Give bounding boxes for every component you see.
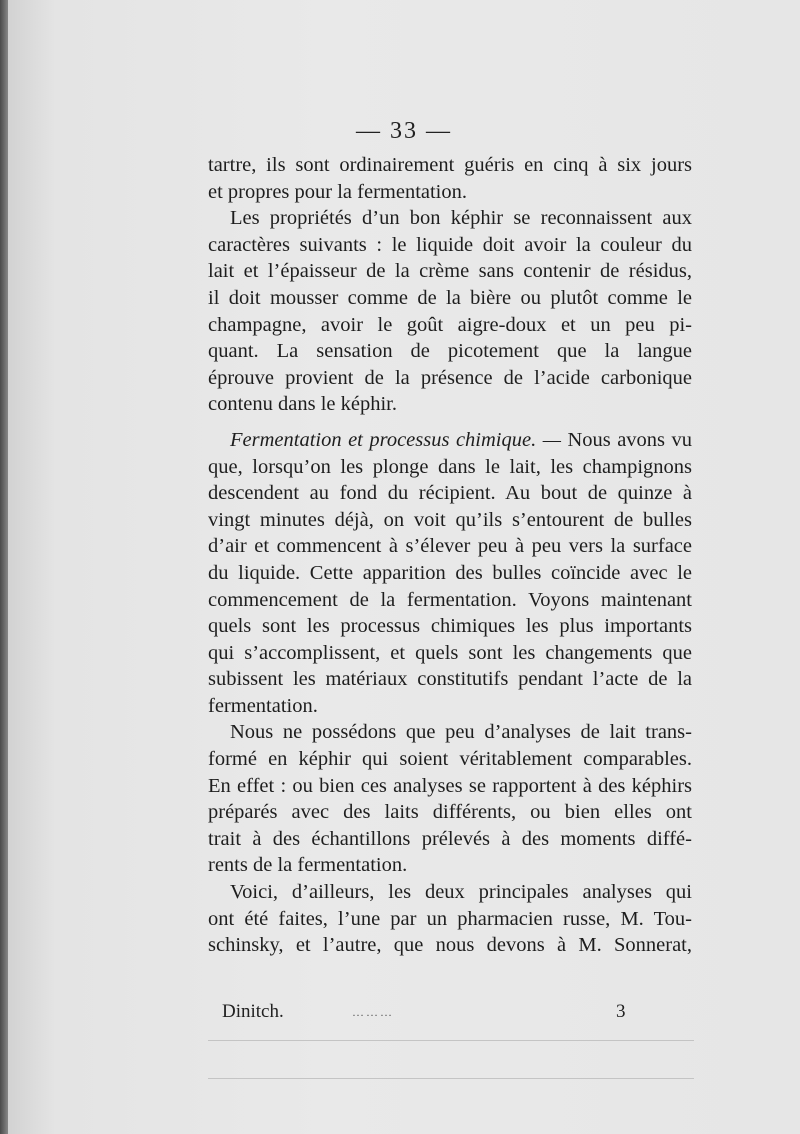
text-line: que, lorsqu’on les plonge dans le lait, les champignons xyxy=(208,455,692,478)
text-line: En effet : ou bien ces analyses se rapportent à des képhirs xyxy=(208,774,692,797)
text-line: du liquide. Cette apparition des bulles coïncide avec le xyxy=(208,561,692,584)
text-line: trait à des échantillons prélevés à des moments diffé- xyxy=(208,827,692,850)
text-line: fermentation. xyxy=(208,694,318,717)
text-line: Nous ne possédons que peu d’analyses de lait trans- xyxy=(230,721,692,744)
body-text xyxy=(208,152,692,959)
text-line: formé en képhir qui soient véritablement comparables. xyxy=(208,748,692,771)
paragraph-gap xyxy=(208,418,692,427)
printer-signature: Dinitch. xyxy=(222,1001,284,1022)
text-line: et propres pour la fermentation. xyxy=(208,180,468,203)
text-line: quels sont les processus chimiques les plus importants xyxy=(208,615,692,638)
leader-dots: ……… xyxy=(352,1005,394,1019)
text-line: commencement de la fermentation. Voyons maintenant xyxy=(208,588,692,611)
text-line: vingt minutes déjà, on voit qu’ils s’entourent de bulles xyxy=(208,508,692,531)
section-heading: Fermentation et processus chimique. — xyxy=(230,428,561,451)
text-line: tartre, ils sont ordinairement guéris en cinq à six jours xyxy=(208,154,692,176)
text-line: lait et l’épaisseur de la crème sans contenir de résidus, xyxy=(208,260,692,283)
section-heading-line xyxy=(208,427,692,454)
text-line: caractères suivants : le liquide doit avoir la couleur du xyxy=(208,233,692,256)
text-fragment: Nous avons vu xyxy=(567,428,693,451)
text-line: Voici, d’ailleurs, les deux principales analyses qui xyxy=(230,881,692,904)
text-line: subissent les matériaux constitutifs pendant l’acte de la xyxy=(208,668,692,691)
text-line: qui s’accomplissent, et quels sont les changements que xyxy=(208,641,692,664)
bleed-through-rule xyxy=(208,1078,694,1079)
text-line: descendent au fond du récipient. Au bout de quinze à xyxy=(208,482,692,505)
sheet-number: 3 xyxy=(616,1001,626,1022)
text-line: quant. La sensation de picotement que la langue xyxy=(208,340,692,363)
text-line: éprouve provient de la présence de l’acide carbonique xyxy=(208,366,692,389)
book-page xyxy=(8,0,800,1134)
bleed-through-rule xyxy=(208,1040,694,1041)
text-line: contenu dans le képhir. xyxy=(208,393,398,416)
text-line: d’air et commencent à s’élever peu à peu vers la surface xyxy=(208,535,692,558)
text-line: schinsky, et l’autre, que nous devons à M. Sonnerat, xyxy=(208,934,692,957)
text-line: rents de la fermentation. xyxy=(208,854,408,877)
text-line: il doit mousser comme de la bière ou plutôt comme le xyxy=(208,286,692,309)
text-line: ont été faites, l’une par un pharmacien russe, M. Tou- xyxy=(208,907,692,930)
text-line: préparés avec des laits différents, ou bien elles ont xyxy=(208,801,692,824)
page-number: — 33 — xyxy=(356,118,452,144)
text-line: champagne, avoir le goût aigre-doux et un peu pi- xyxy=(208,313,692,336)
text-line: Les propriétés d’un bon képhir se reconnaissent aux xyxy=(230,207,692,230)
